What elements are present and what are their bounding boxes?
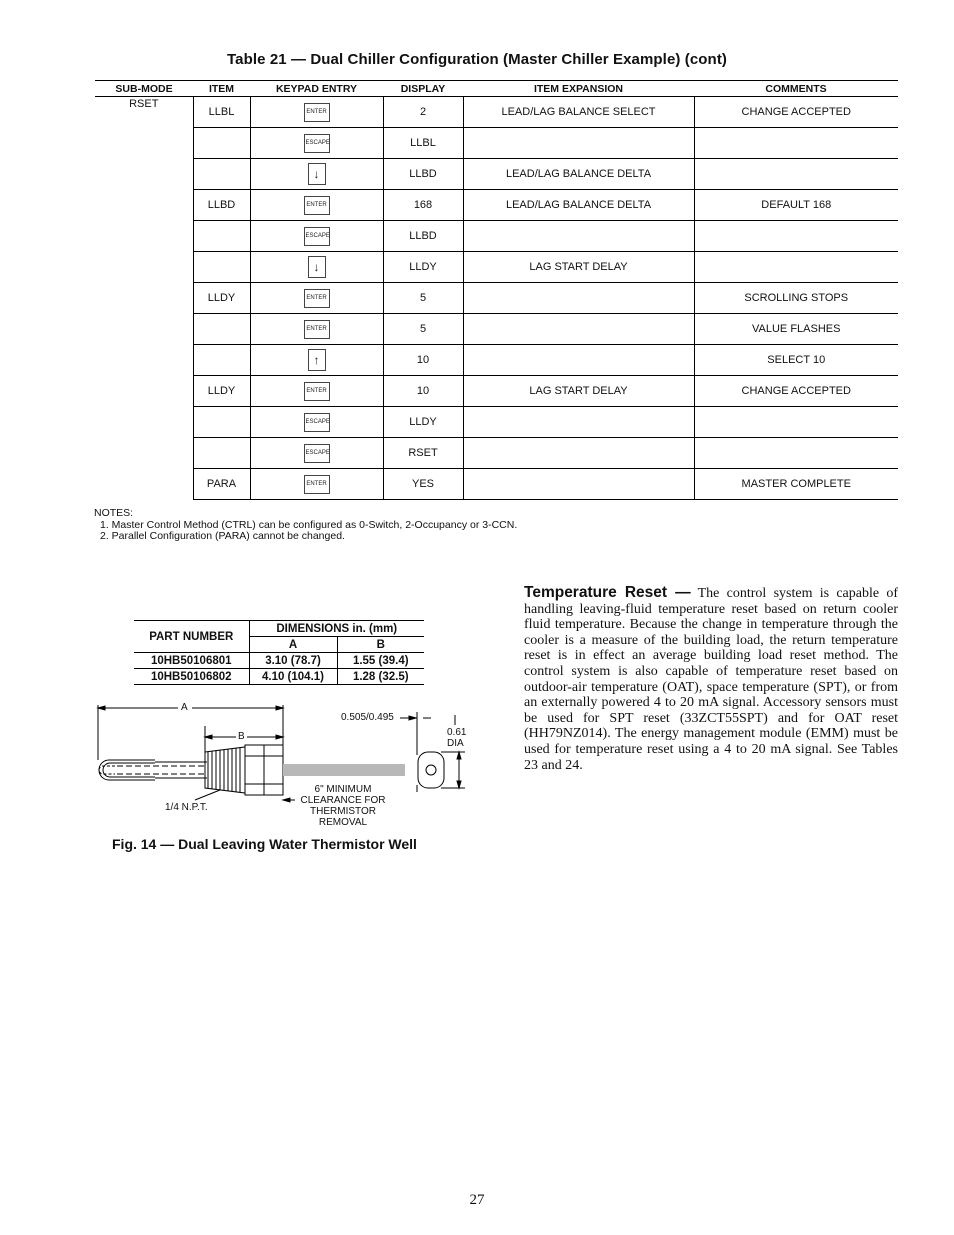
display-cell: LLDY	[383, 407, 463, 438]
part-number-header: PART NUMBER	[134, 621, 249, 653]
expansion-cell	[463, 283, 694, 314]
dim-row	[134, 653, 424, 669]
clearance-line-4: REMOVAL	[318, 817, 368, 828]
table-row	[95, 314, 898, 345]
comment-cell: SELECT 10	[694, 345, 898, 376]
escape-key-icon: ESCAPE	[304, 227, 330, 246]
diameter-label: 0.505/0.495	[341, 712, 394, 723]
thermistor-well-drawing	[95, 700, 475, 830]
table-header-row	[95, 81, 898, 97]
expansion-cell	[463, 345, 694, 376]
comment-cell: VALUE FLASHES	[694, 314, 898, 345]
table-row	[95, 190, 898, 221]
expansion-cell	[463, 469, 694, 500]
dimension-a-label: A	[181, 702, 188, 713]
item-cell	[193, 159, 250, 190]
expansion-cell: LEAD/LAG BALANCE SELECT	[463, 97, 694, 128]
table-row	[95, 345, 898, 376]
temperature-reset-section	[524, 585, 898, 773]
up-arrow-key-icon: ↑	[308, 349, 326, 371]
table-row	[95, 128, 898, 159]
table-row	[95, 252, 898, 283]
escape-key-icon: ESCAPE	[304, 444, 330, 463]
dimensions-header: DIMENSIONS in. (mm)	[249, 621, 424, 637]
enter-key-icon: ENTER	[304, 382, 330, 401]
item-cell	[193, 345, 250, 376]
clearance-label	[295, 784, 391, 828]
item-cell	[193, 314, 250, 345]
header-display: DISPLAY	[383, 81, 463, 97]
enter-key-icon: ENTER	[304, 475, 330, 494]
item-cell: LLBD	[193, 190, 250, 221]
comment-cell	[694, 407, 898, 438]
expansion-cell: LEAD/LAG BALANCE DELTA	[463, 190, 694, 221]
dim-b-cell: 1.28 (32.5)	[337, 669, 424, 685]
header-item-expansion: ITEM EXPANSION	[463, 81, 694, 97]
escape-key-icon: ESCAPE	[304, 134, 330, 153]
display-cell: 10	[383, 345, 463, 376]
dim-a-header: A	[249, 637, 337, 653]
display-cell: 5	[383, 283, 463, 314]
comment-cell	[694, 221, 898, 252]
part-number-cell: 10HB50106802	[134, 669, 249, 685]
expansion-cell	[463, 128, 694, 159]
header-keypad-entry: KEYPAD ENTRY	[250, 81, 383, 97]
expansion-cell	[463, 221, 694, 252]
dim-b-header: B	[337, 637, 424, 653]
enter-key-icon: ENTER	[304, 289, 330, 308]
header-item: ITEM	[193, 81, 250, 97]
expansion-cell: LAG START DELAY	[463, 252, 694, 283]
thermistor-well-illustration	[95, 700, 475, 830]
clearance-line-1: 6" MINIMUM	[314, 784, 372, 795]
dia-unit-label: DIA	[447, 738, 464, 749]
table-row	[95, 438, 898, 469]
display-cell: YES	[383, 469, 463, 500]
expansion-cell	[463, 314, 694, 345]
display-cell: 5	[383, 314, 463, 345]
part-number-cell: 10HB50106801	[134, 653, 249, 669]
enter-key-icon: ENTER	[304, 196, 330, 215]
section-body: The control system is capable of handling leaving-fluid temperature reset based on return cooler fluid temperature. Because the change in temperature through the cooler is a measure of the building load, the return temperature reset is in effect an average building load reset method. The control system is also capable of temperature reset based on outdoor-air temperature (OAT), space temperature (SPT), or from an externally powered 4 to 20 mA signal. Accessory sensors must be used for SPT reset (33ZCT55SPT) and for OAT reset (HH79NZ014). The energy management module (EMM) must be used for temperature reset using a 4 to 20 mA signal. See Tables 23 and 24.	[524, 586, 898, 773]
dimension-b-label: B	[238, 731, 245, 742]
item-cell	[193, 128, 250, 159]
comment-cell: DEFAULT 168	[694, 190, 898, 221]
table-row	[95, 159, 898, 190]
dim-a-cell: 4.10 (104.1)	[249, 669, 337, 685]
configuration-table	[95, 80, 898, 500]
expansion-cell	[463, 438, 694, 469]
display-cell: 168	[383, 190, 463, 221]
escape-key-icon: ESCAPE	[304, 413, 330, 432]
comment-cell: SCROLLING STOPS	[694, 283, 898, 314]
display-cell: RSET	[383, 438, 463, 469]
note-2: 2. Parallel Configuration (PARA) cannot be changed.	[100, 530, 345, 542]
dim-b-cell: 1.55 (39.4)	[337, 653, 424, 669]
expansion-cell: LEAD/LAG BALANCE DELTA	[463, 159, 694, 190]
comment-cell: CHANGE ACCEPTED	[741, 106, 851, 118]
display-cell: LLBL	[383, 128, 463, 159]
notes-label: NOTES:	[94, 507, 134, 519]
display-cell: LLBD	[383, 159, 463, 190]
comment-cell	[694, 159, 898, 190]
enter-key-icon: ENTER	[304, 320, 330, 339]
table-row	[95, 221, 898, 252]
comment-cell: CHANGE ACCEPTED	[694, 376, 898, 407]
dim-a-cell: 3.10 (78.7)	[249, 653, 337, 669]
table-row	[95, 283, 898, 314]
header-sub-mode: SUB-MODE	[95, 81, 193, 97]
item-cell	[193, 252, 250, 283]
table-title: Table 21 — Dual Chiller Configuration (Master Chiller Example) (cont)	[226, 51, 728, 68]
item-cell: LLDY	[193, 283, 250, 314]
page-number: 27	[469, 1192, 485, 1208]
table-row	[95, 376, 898, 407]
item-cell: PARA	[193, 469, 250, 500]
down-arrow-key-icon: ↓	[308, 256, 326, 278]
item-cell	[193, 407, 250, 438]
item-cell	[193, 221, 250, 252]
down-arrow-key-icon: ↓	[308, 163, 326, 185]
clearance-line-3: THERMISTOR	[310, 806, 376, 817]
dimensions-table	[134, 620, 424, 685]
header-comments: COMMENTS	[694, 81, 898, 97]
figure-caption: Fig. 14 — Dual Leaving Water Thermistor Well	[112, 836, 417, 852]
display-cell: LLBD	[383, 221, 463, 252]
item-cell: LLDY	[193, 376, 250, 407]
table-notes	[94, 508, 517, 543]
table-row	[95, 97, 898, 128]
dia-value-label: 0.61	[447, 727, 467, 738]
table-row	[95, 469, 898, 500]
comment-cell	[694, 128, 898, 159]
npt-label: 1/4 N.P.T.	[165, 802, 208, 813]
comment-cell	[694, 438, 898, 469]
display-cell: 10	[383, 376, 463, 407]
sub-mode-cell: RSET	[129, 98, 159, 110]
dim-row	[134, 669, 424, 685]
expansion-cell	[463, 407, 694, 438]
item-cell: LLBL	[193, 97, 250, 128]
enter-key-icon: ENTER	[304, 103, 330, 122]
item-cell	[193, 438, 250, 469]
clearance-line-2: CLEARANCE FOR	[300, 795, 386, 806]
table-row	[95, 407, 898, 438]
display-cell: LLDY	[383, 252, 463, 283]
display-cell: 2	[383, 97, 463, 128]
comment-cell	[694, 252, 898, 283]
note-1: 1. Master Control Method (CTRL) can be configured as 0-Switch, 2-Occupancy or 3-CCN.	[100, 518, 518, 531]
section-heading: Temperature Reset —	[524, 584, 691, 601]
comment-cell: MASTER COMPLETE	[694, 469, 898, 500]
expansion-cell: LAG START DELAY	[463, 376, 694, 407]
